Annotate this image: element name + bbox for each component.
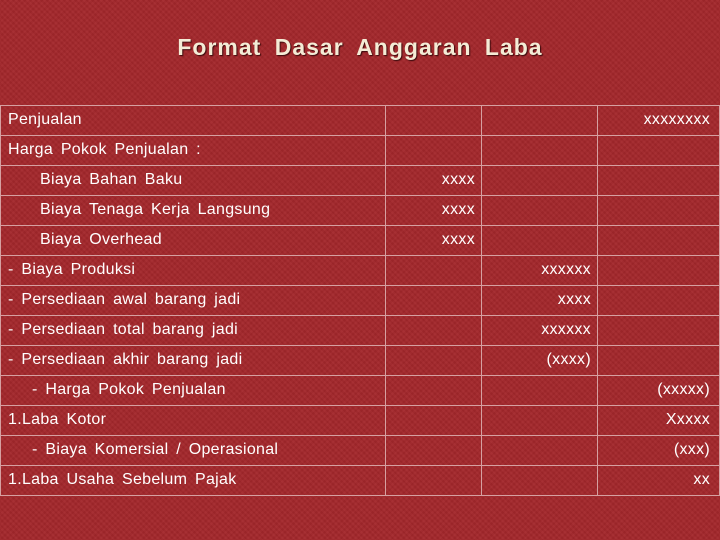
table-vline <box>385 105 386 495</box>
row-label: - Biaya Komersial / Operasional <box>32 441 279 458</box>
row-label: - Persediaan akhir barang jadi <box>8 351 243 368</box>
value-col-3: xxxxxxxx <box>643 111 710 128</box>
row-label: Harga Pokok Penjualan : <box>8 141 201 158</box>
value-col-1: xxxx <box>441 201 475 218</box>
table-hline <box>0 495 720 496</box>
row-label: Biaya Bahan Baku <box>40 171 183 188</box>
row-label: Biaya Tenaga Kerja Langsung <box>40 201 271 218</box>
value-col-2: (xxxx) <box>546 351 591 368</box>
row-label: - Persediaan total barang jadi <box>8 321 239 338</box>
row-label: - Harga Pokok Penjualan <box>32 381 226 398</box>
row-label: Biaya Overhead <box>40 231 162 248</box>
value-col-3: (xxx) <box>673 441 710 458</box>
row-label: Penjualan <box>8 111 82 128</box>
value-col-1: xxxx <box>441 231 475 248</box>
value-col-3: (xxxxx) <box>657 381 710 398</box>
slide-title: Format Dasar Anggaran Laba <box>177 34 543 60</box>
row-label: 1.Laba Kotor <box>8 411 107 428</box>
value-col-1: xxxx <box>441 171 475 188</box>
table-vline <box>0 105 1 495</box>
budget-table <box>0 105 720 495</box>
row-label: - Persediaan awal barang jadi <box>8 291 241 308</box>
value-col-3: xx <box>693 471 710 488</box>
row-label: - Biaya Produksi <box>8 261 136 278</box>
value-col-2: xxxxxx <box>541 261 591 278</box>
value-col-3: Xxxxx <box>665 411 710 428</box>
value-col-2: xxxx <box>557 291 591 308</box>
value-col-2: xxxxxx <box>541 321 591 338</box>
row-label: 1.Laba Usaha Sebelum Pajak <box>8 471 237 488</box>
